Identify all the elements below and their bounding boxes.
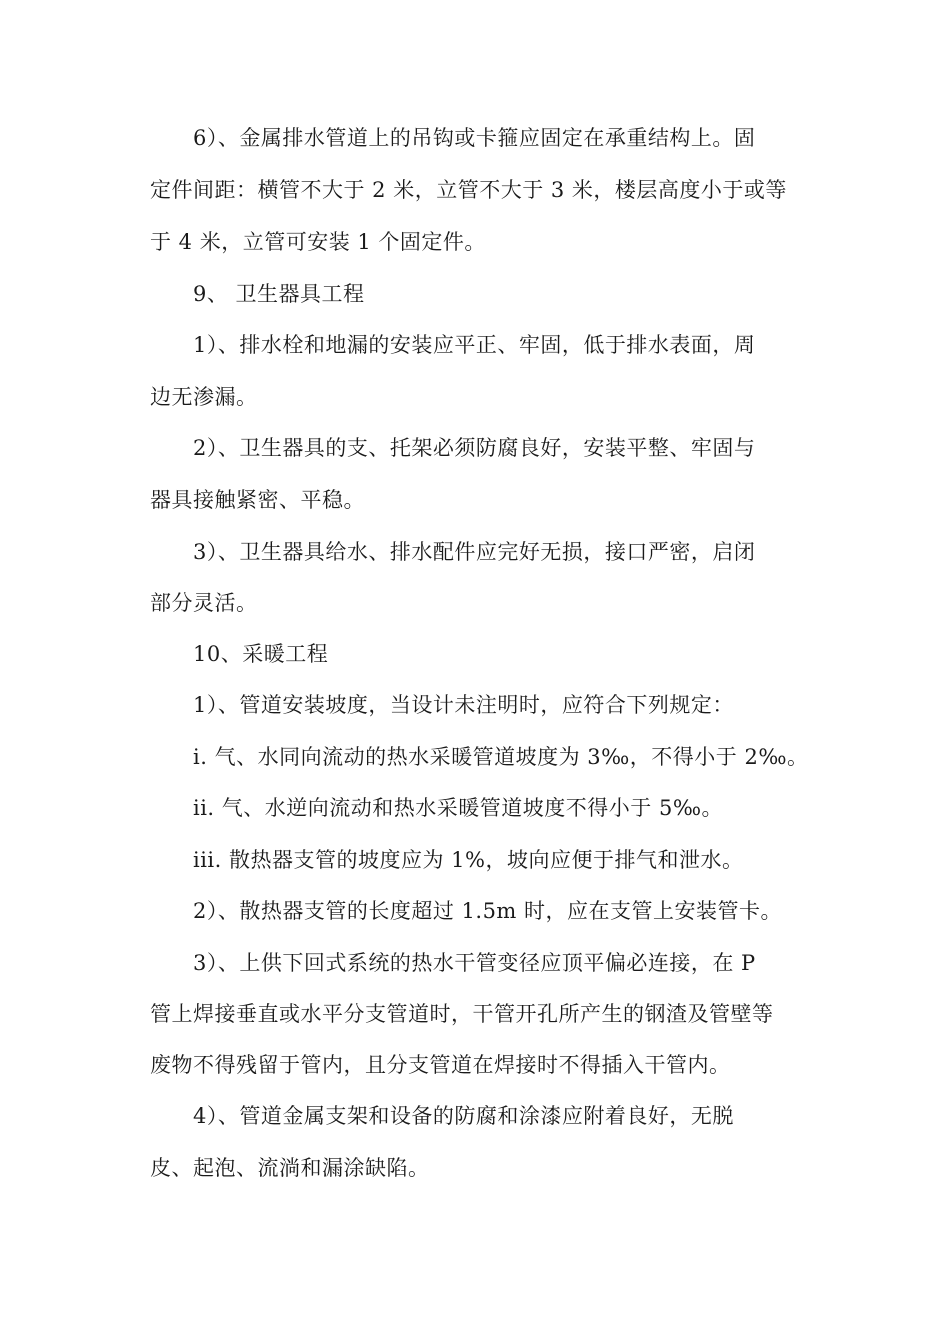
paragraph-line: 部分灵活。 xyxy=(150,591,258,615)
paragraph-line: 1）、管道安装坡度，当设计未注明时，应符合下列规定： xyxy=(193,693,734,717)
section-heading: 10、采暖工程 xyxy=(193,642,329,666)
paragraph-line: 6）、金属排水管道上的吊钩或卡箍应固定在承重结构上。固 xyxy=(193,126,756,150)
paragraph-line: 边无渗漏。 xyxy=(150,385,258,409)
paragraph-line: 2）、卫生器具的支、托架必须防腐良好，安装平整、牢固与 xyxy=(193,436,756,460)
paragraph-line: 1）、排水栓和地漏的安装应平正、牢固，低于排水表面，周 xyxy=(193,333,756,357)
paragraph-line: 3）、卫生器具给水、排水配件应完好无损，接口严密，启闭 xyxy=(193,540,756,564)
paragraph-line: 器具接触紧密、平稳。 xyxy=(150,488,365,512)
section-heading: 9、 卫生器具工程 xyxy=(193,282,365,306)
list-item: i. 气、水同向流动的热水采暖管道坡度为 3‰，不得小于 2‰。 xyxy=(193,745,809,769)
list-item: ii. 气、水逆向流动和热水采暖管道坡度不得小于 5‰。 xyxy=(193,796,723,820)
paragraph-line: 废物不得残留于管内，且分支管道在焊接时不得插入干管内。 xyxy=(150,1053,731,1077)
paragraph-line: 2）、散热器支管的长度超过 1.5m 时，应在支管上安装管卡。 xyxy=(193,899,783,923)
paragraph-line: 3）、上供下回式系统的热水干管变径应顶平偏必连接，在 P xyxy=(193,951,756,975)
paragraph-line: 定件间距：横管不大于 2 米，立管不大于 3 米，楼层高度小于或等 xyxy=(150,178,787,202)
paragraph-line: 于 4 米，立管可安装 1 个固定件。 xyxy=(150,230,486,254)
paragraph-line: 管上焊接垂直或水平分支管道时，干管开孔所产生的钢渣及管壁等 xyxy=(150,1002,774,1026)
paragraph-line: 4）、管道金属支架和设备的防腐和涂漆应附着良好，无脱 xyxy=(193,1104,734,1128)
list-item: iii. 散热器支管的坡度应为 1%，坡向应便于排气和泄水。 xyxy=(193,848,744,872)
paragraph-line: 皮、起泡、流淌和漏涂缺陷。 xyxy=(150,1156,430,1180)
